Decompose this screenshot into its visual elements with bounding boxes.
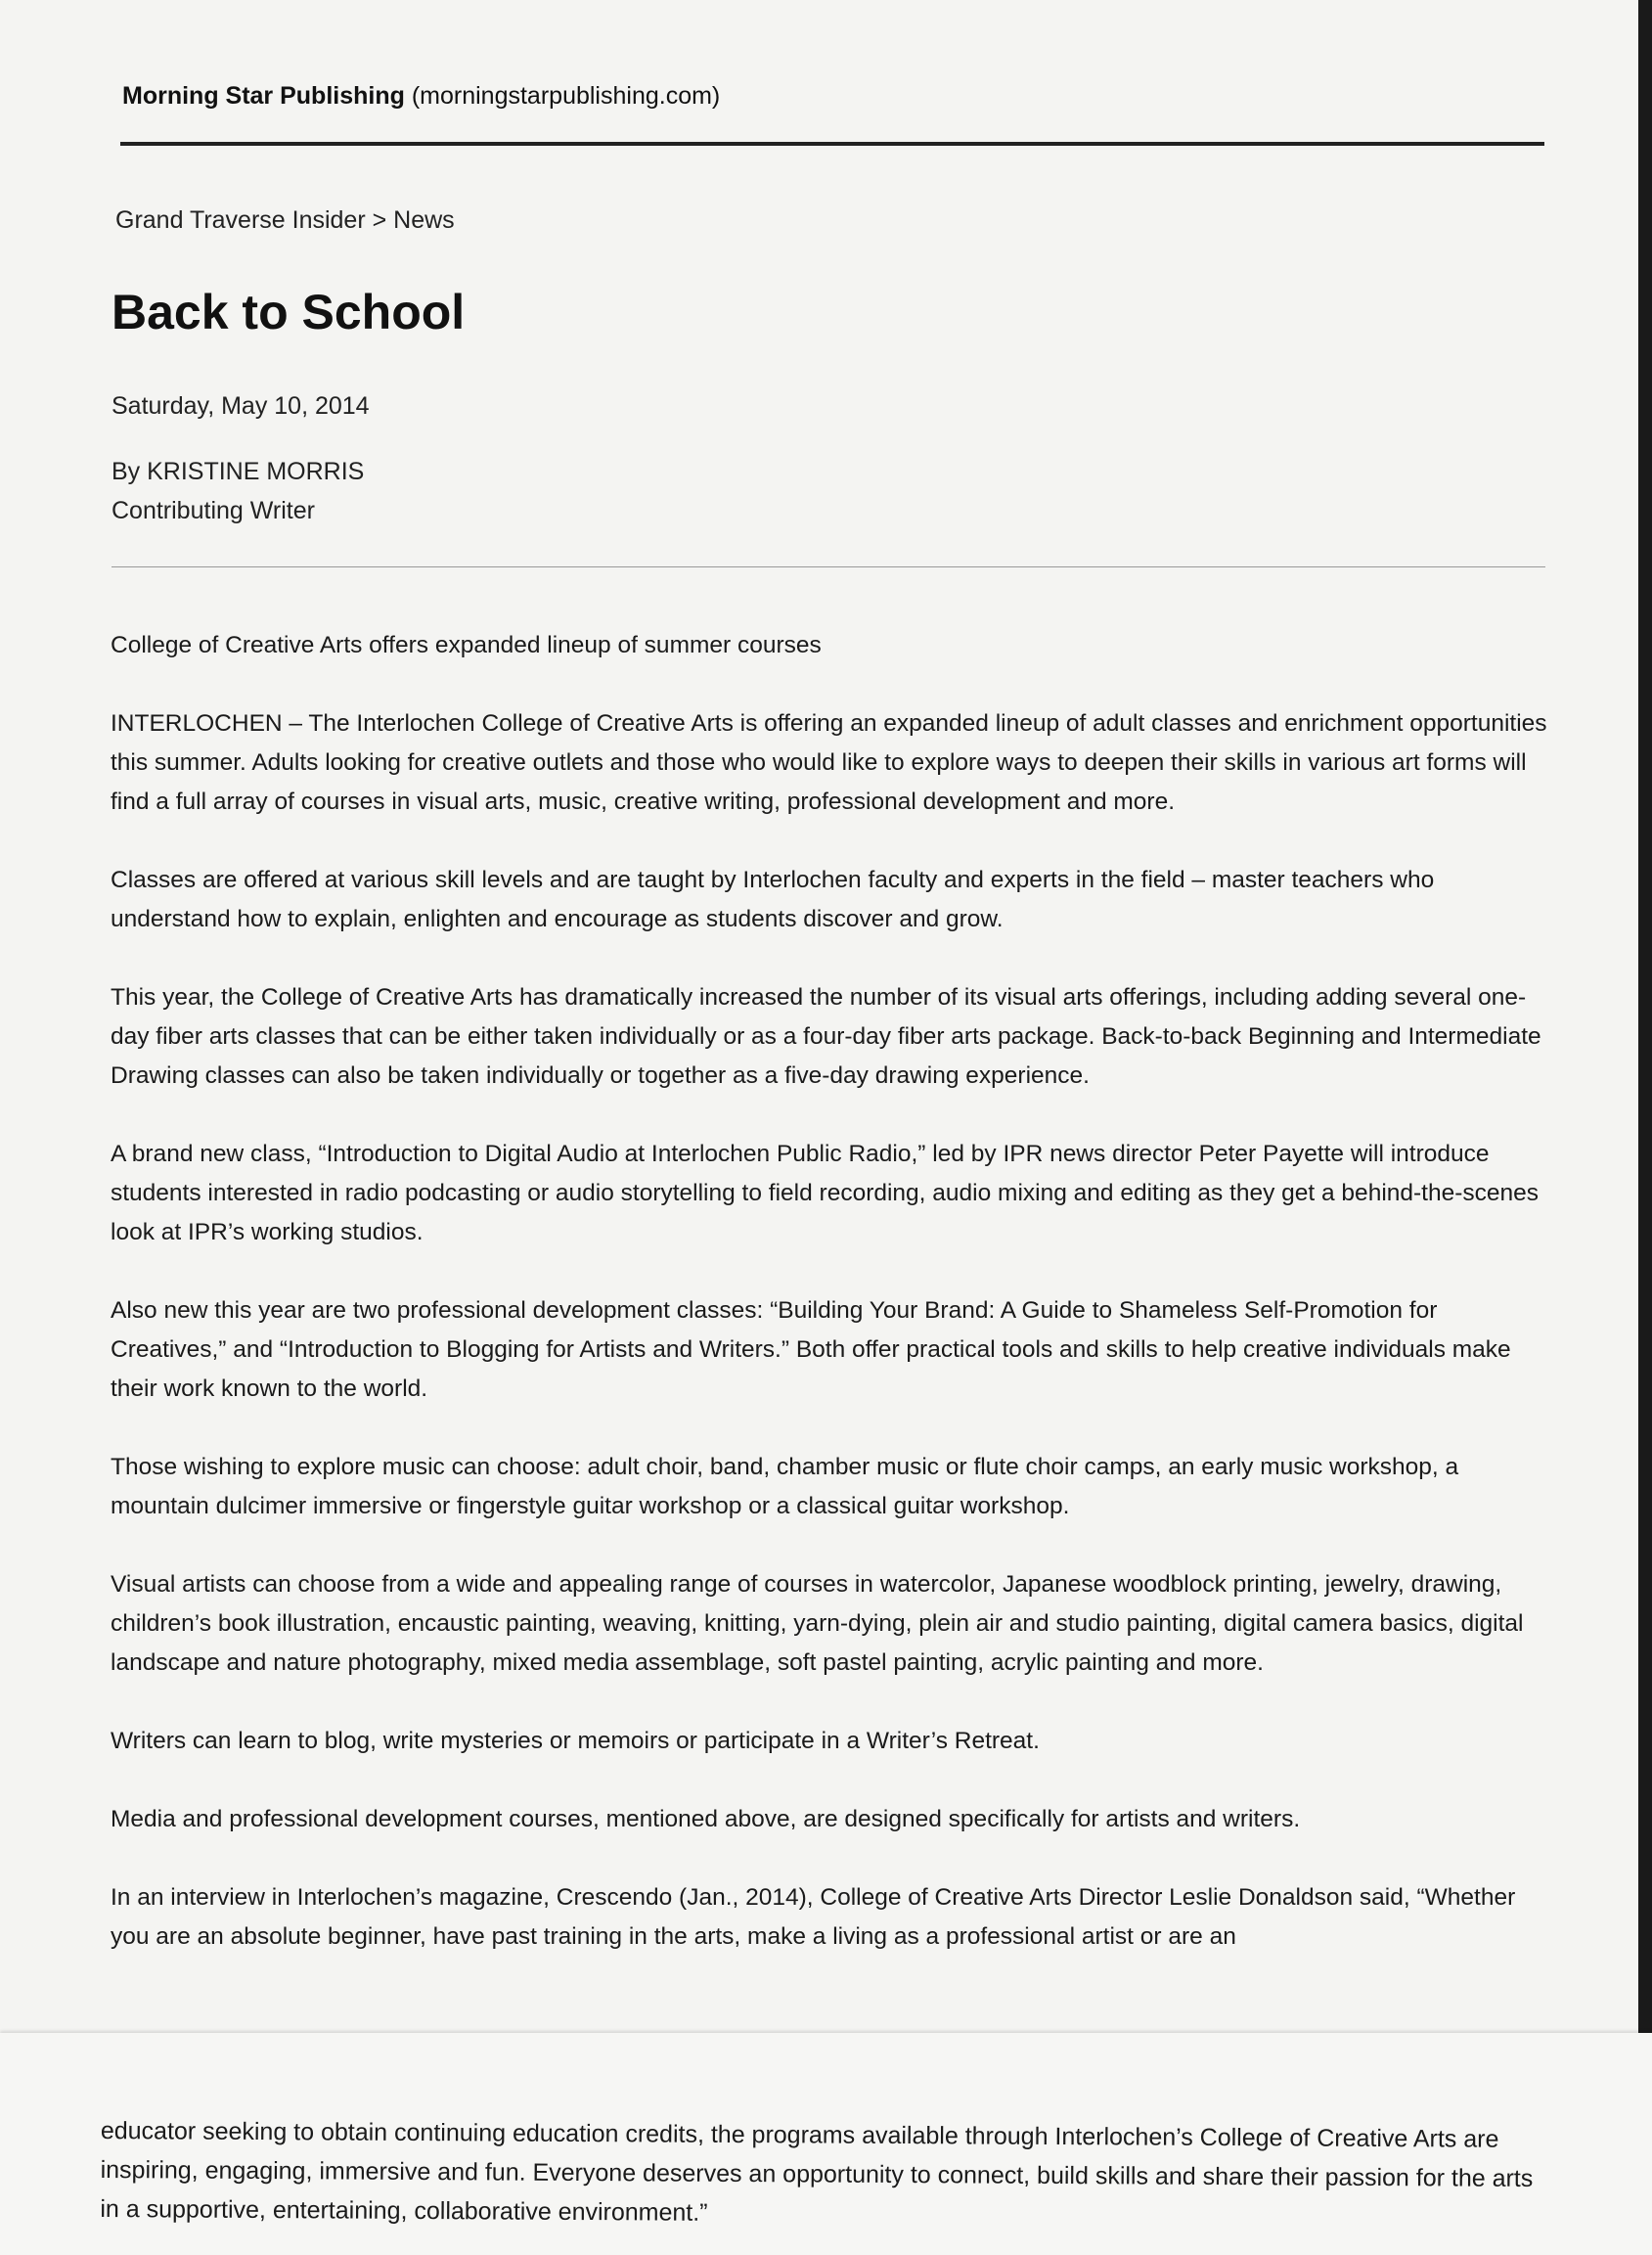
article-paragraph: Also new this year are two professional development classes: “Building Your Brand: A Guide to Shameless Self-Promotion for Creatives,” and “Introduction to Blogging for Artists and Writers.” Both offer practical tools and skills to help creative individuals make their work known to the world.: [111, 1297, 1511, 1402]
publisher-header: [122, 82, 720, 111]
article-paragraph: Visual artists can choose from a wide and appealing range of courses in watercolor, Japanese woodblock printing, jewelry, drawing, children’s book illustration, encaustic painting, weaving, knitting, yarn-dying, plein air and studio painting, digital camera basics, digital landscape and nature photography, mixed media assemblage, soft pastel painting, acrylic painting and more.: [111, 1571, 1524, 1676]
article-paragraph: Media and professional development courses, mentioned above, are designed specifically for artists and writers.: [111, 1806, 1301, 1832]
author-role: Contributing Writer: [112, 497, 315, 524]
article-paragraph: Writers can learn to blog, write mysteries or memoirs or participate in a Writer’s Retreat.: [111, 1728, 1040, 1754]
article-paragraph: Those wishing to explore music can choose: adult choir, band, chamber music or flute choir camps, an early music workshop, a mountain dulcimer immersive or fingerstyle guitar workshop or a classical guitar workshop.: [111, 1454, 1459, 1519]
header-divider: [120, 142, 1544, 146]
article-paragraph: In an interview in Interlochen’s magazine, Crescendo (Jan., 2014), College of Creative Arts Director Leslie Donaldson said, “Whether you are an absolute beginner, have past training in the arts, make a living as a professional artist or are an: [111, 1884, 1516, 1950]
article-date: Saturday, May 10, 2014: [112, 392, 370, 420]
publisher-url: (morningstarpublishing.com): [411, 82, 721, 110]
breadcrumb: Grand Traverse Insider > News: [115, 206, 455, 234]
article-continuation: educator seeking to obtain continuing education credits, the programs available through Interlochen’s College of Creative Arts are inspiring, engaging, immersive and fun. Everyone deserves an opportunity to connect, build skills and share their passion for the arts in a supportive, entertaining, collaborative environment.”: [100, 2117, 1534, 2227]
pasted-continuation-strip: [0, 2033, 1652, 2255]
article-paragraph: A brand new class, “Introduction to Digital Audio at Interlochen Public Radio,” led by IPR news director Peter Payette will introduce students interested in radio podcasting or audio storytelling to field recording, audio mixing and editing as they get a behind-the-scenes look at IPR’s working studios.: [111, 1141, 1540, 1245]
article-subhead: College of Creative Arts offers expanded lineup of summer courses: [111, 632, 822, 658]
article-title: Back to School: [112, 285, 466, 339]
article-paragraph: This year, the College of Creative Arts has dramatically increased the number of its visual arts offerings, including adding several one-day fiber arts classes that can be either taken individually or as a four-day fiber arts package. Back-to-back Beginning and Intermediate Drawing classes can also be taken individually or together as a five-day drawing experience.: [111, 984, 1541, 1089]
author-name: By KRISTINE MORRIS: [112, 458, 365, 485]
article-paragraph: Classes are offered at various skill levels and are taught by Interlochen faculty and experts in the field – master teachers who understand how to explain, enlighten and encourage as students discover and grow.: [111, 867, 1435, 932]
article-paragraph: INTERLOCHEN – The Interlochen College of Creative Arts is offering an expanded lineup of adult classes and enrichment opportunities this summer. Adults looking for creative outlets and those who would like to explore ways to deepen their skills in various art forms will find a full array of courses in visual arts, music, creative writing, professional development and more.: [111, 710, 1547, 815]
byline-divider: [112, 566, 1545, 567]
byline: [112, 452, 364, 530]
article-body: [111, 626, 1548, 1957]
publisher-name: Morning Star Publishing: [122, 82, 405, 110]
